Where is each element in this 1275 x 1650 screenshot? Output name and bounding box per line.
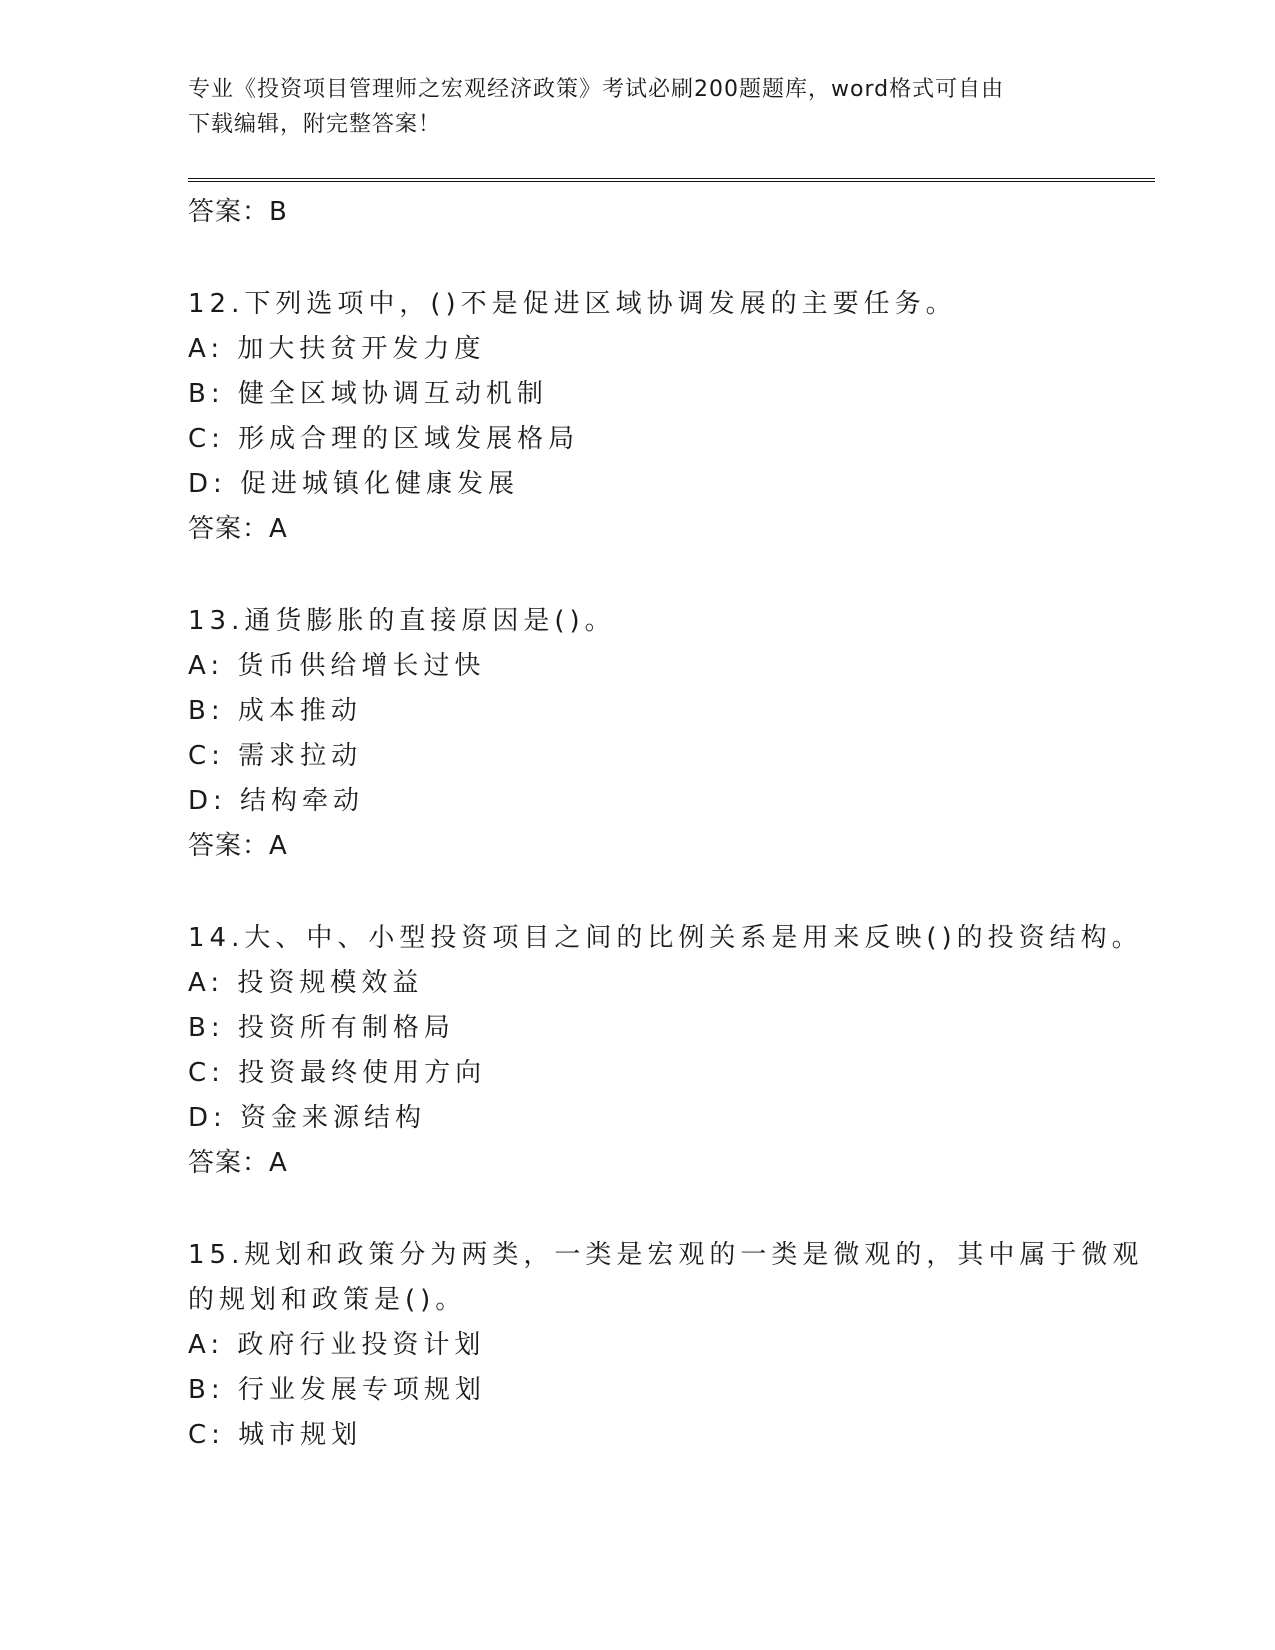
answer-line: 答案：A <box>188 1148 288 1178</box>
option-a: A: 加大扶贫开发力度 <box>188 334 486 364</box>
question-12 <box>188 282 1148 552</box>
answer-line: 答案：A <box>188 514 288 544</box>
spacer <box>188 869 1148 916</box>
question-list <box>188 190 1148 1458</box>
option-c: C: 需求拉动 <box>188 741 363 771</box>
question-15 <box>188 1233 1148 1458</box>
option-a: A: 货币供给增长过快 <box>188 651 486 681</box>
question-stem: 14.大、中、小型投资项目之间的比例关系是用来反映()的投资结构。 <box>188 923 1143 953</box>
option-b: B: 行业发展专项规划 <box>188 1375 486 1405</box>
question-14 <box>188 916 1148 1186</box>
document-header <box>188 72 1088 142</box>
option-d: D: 促进城镇化健康发展 <box>188 469 520 499</box>
spacer <box>188 552 1148 599</box>
spacer <box>188 235 1148 282</box>
option-d: D: 结构牵动 <box>188 786 365 816</box>
spacer <box>188 1186 1148 1233</box>
header-line-1: 专业《投资项目管理师之宏观经济政策》考试必刷200题题库，word格式可自由 <box>188 77 1005 102</box>
question-stem-line-2: 的规划和政策是()。 <box>188 1285 467 1315</box>
question-stem: 12.下列选项中，()不是促进区域协调发展的主要任务。 <box>188 289 957 319</box>
option-b: B: 成本推动 <box>188 696 362 726</box>
option-a: A: 政府行业投资计划 <box>188 1330 486 1360</box>
header-rule-top <box>188 178 1155 179</box>
answer-line: 答案：B <box>188 197 288 227</box>
option-b: B: 健全区域协调互动机制 <box>188 379 548 409</box>
answer-line: 答案：A <box>188 831 288 861</box>
header-rule-bottom <box>188 181 1155 182</box>
question-stem-line-1: 15.规划和政策分为两类，一类是宏观的一类是微观的，其中属于微观 <box>188 1240 1144 1270</box>
option-c: C: 城市规划 <box>188 1420 363 1450</box>
header-line-2: 下载编辑，附完整答案！ <box>188 112 442 137</box>
option-c: C: 形成合理的区域发展格局 <box>188 424 580 454</box>
question-stem: 13.通货膨胀的直接原因是()。 <box>188 606 616 636</box>
option-c: C: 投资最终使用方向 <box>188 1058 487 1088</box>
option-a: A: 投资规模效益 <box>188 968 424 998</box>
option-b: B: 投资所有制格局 <box>188 1013 455 1043</box>
option-d: D: 资金来源结构 <box>188 1103 427 1133</box>
question-13 <box>188 599 1148 869</box>
